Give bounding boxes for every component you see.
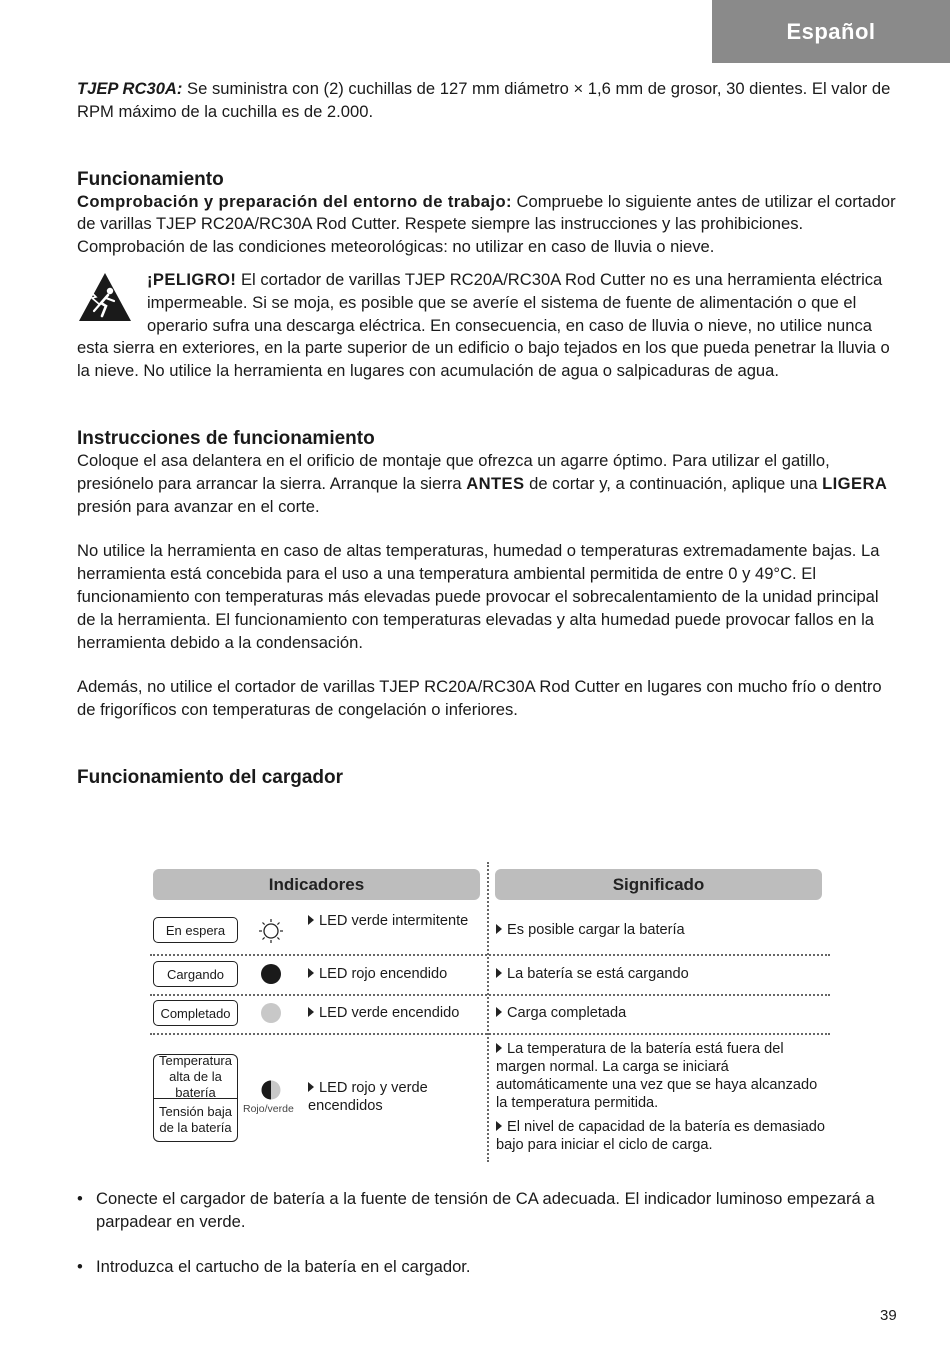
state-temperature-voltage <box>153 1054 238 1142</box>
state-complete: Completado <box>153 1000 238 1026</box>
sun-burst-icon <box>258 918 284 944</box>
charger-table <box>150 862 830 1162</box>
indicator-standby-text: LED verde intermitente <box>319 913 469 929</box>
column-divider <box>487 862 489 1162</box>
instructions-p1 <box>77 450 897 518</box>
page-number: 39 <box>880 1307 897 1324</box>
instructions-p1-e: presión para avanzar en el corte. <box>77 496 320 516</box>
meaning-standby-text: Es posible cargar la batería <box>507 922 685 938</box>
led-caption: Rojo/verde <box>243 1103 294 1115</box>
check-text: Compruebe lo siguiente antes de utilizar el cortador de varillas TJEP RC20A/RC30A Rod Cutter. Respete siempre las instrucciones y las prohibiciones. <box>77 191 896 234</box>
electric-shock-warning-icon <box>77 271 133 323</box>
meaning-charging <box>496 965 826 983</box>
header-indicators: Indicadores <box>153 869 480 900</box>
instructions-p1-antes: ANTES <box>466 473 525 493</box>
arrow-right-icon <box>496 968 502 978</box>
meaning-charging-text: La batería se está cargando <box>507 966 689 982</box>
check-bold: Comprobación y preparación del entorno de trabajo: <box>77 191 512 211</box>
indicator-red-green-text: LED rojo y verde encendidos <box>308 1080 428 1114</box>
indicator-charging <box>308 965 447 983</box>
section-title-charger: Funcionamiento del cargador <box>77 766 344 788</box>
meaning-high-temperature <box>496 1040 826 1112</box>
arrow-right-icon <box>308 1082 314 1092</box>
arrow-right-icon <box>496 1121 502 1131</box>
meaning-standby <box>496 921 826 939</box>
indicator-charging-text: LED rojo encendido <box>319 966 448 982</box>
list-item: • Conecte el cargador de batería a la fuente de tensión de CA adecuada. El indicador luminoso empezará a parpadear en verde. <box>77 1188 897 1234</box>
row-divider <box>150 1033 830 1035</box>
arrow-right-icon <box>496 1007 502 1017</box>
section-title-instructions: Instrucciones de funcionamiento <box>77 427 375 449</box>
meaning-complete-text: Carga completada <box>507 1005 627 1021</box>
page-content <box>77 78 897 789</box>
instructions-p1-c: de cortar y, a continuación, aplique una <box>524 473 823 493</box>
section-title-operation: Funcionamiento <box>77 168 224 190</box>
arrow-right-icon <box>308 1007 314 1017</box>
check-paragraph <box>77 191 897 237</box>
arrow-right-icon <box>308 915 314 925</box>
arrow-right-icon <box>496 1043 502 1053</box>
row-divider <box>150 994 830 996</box>
green-led-icon <box>261 1003 281 1023</box>
meaning-complete <box>496 1004 826 1022</box>
row-divider <box>150 954 830 956</box>
instruction-list <box>77 1188 897 1300</box>
instructions-p3: Además, no utilice el cortador de varillas TJEP RC20A/RC30A Rod Cutter en lugares con mucho frío o dentro de frigoríficos con temperaturas de congelación o inferiores. <box>77 677 882 720</box>
meaning-low-voltage <box>496 1118 826 1154</box>
indicator-complete-text: LED verde encendido <box>319 1005 460 1021</box>
state-charging: Cargando <box>153 961 238 987</box>
intro-model: TJEP RC30A: <box>77 79 183 98</box>
danger-paragraph <box>77 269 897 383</box>
intro-text: Se suministra con (2) cuchillas de 127 mm diámetro × 1,6 mm de grosor, 30 dientes. El valor de RPM máximo de la cuchilla es de 2.000. <box>77 79 891 121</box>
indicator-standby <box>308 912 478 930</box>
intro-paragraph <box>77 78 897 124</box>
danger-text: El cortador de varillas TJEP RC20A/RC30A Rod Cutter no es una herramienta eléctrica impermeable. Si se moja, es posible que se averíe el sistema de fuente de alimentación o que el operario sufra una descarga eléctrica. En consecuencia, en caso de lluvia o nieve, no utilice nunca esta sierra en exteriores, en la parte superior de un edificio o bajo tejados en los que pueda penetrar la lluvia o la nieve. No utilice la herramienta en lugares con acumulación de agua o salpicaduras de agua. <box>77 269 890 381</box>
list-item: • Introduzca el cartucho de la batería en el cargador. <box>77 1256 897 1279</box>
indicator-red-green <box>308 1079 478 1115</box>
header-meaning: Significado <box>495 869 822 900</box>
arrow-right-icon <box>308 968 314 978</box>
weather-paragraph: Comprobación de las condiciones meteorológicas: no utilizar en caso de lluvia o nieve. <box>77 237 715 257</box>
meaning-high-temperature-text: La temperatura de la batería está fuera del margen normal. La carga se iniciará automáticamente una vez que se haya alcanzado la temperatura permitida. <box>496 1041 818 1111</box>
instructions-p1-a: Coloque el asa delantera en el orificio de montaje que ofrezca un agarre óptimo. Para utilizar el gatillo, presiónelo para arrancar la sierra. Arranque la sierra <box>77 450 830 493</box>
red-led-icon <box>261 964 281 984</box>
language-tab: Español <box>712 0 950 63</box>
meaning-low-voltage-text: El nivel de capacidad de la batería es demasiado bajo para iniciar el ciclo de carga. <box>496 1119 826 1153</box>
instructions-p1-ligera: LIGERA <box>822 473 888 493</box>
danger-bold: ¡PELIGRO! <box>147 269 237 289</box>
state-low-voltage: Tensión baja de la batería <box>154 1098 237 1141</box>
indicator-complete <box>308 1004 459 1022</box>
state-standby: En espera <box>153 917 238 943</box>
state-high-temperature: Temperatura alta de la batería <box>159 1052 232 1100</box>
instructions-p2: No utilice la herramienta en caso de altas temperaturas, humedad o temperaturas extremadamente bajas. La herramienta está concebida para el uso a una temperatura ambiental permitida de entre 0 y 49°C. El funcionamiento con temperaturas más elevadas puede provocar el sobrecalentamiento de la unidad principal de la herramienta. El funcionamiento con temperaturas elevadas y alta humedad puede provocar fallos en la herramienta debido a la condensación. <box>77 541 880 652</box>
danger-block <box>77 269 897 383</box>
red-green-led-icon <box>261 1080 281 1100</box>
arrow-right-icon <box>496 924 502 934</box>
